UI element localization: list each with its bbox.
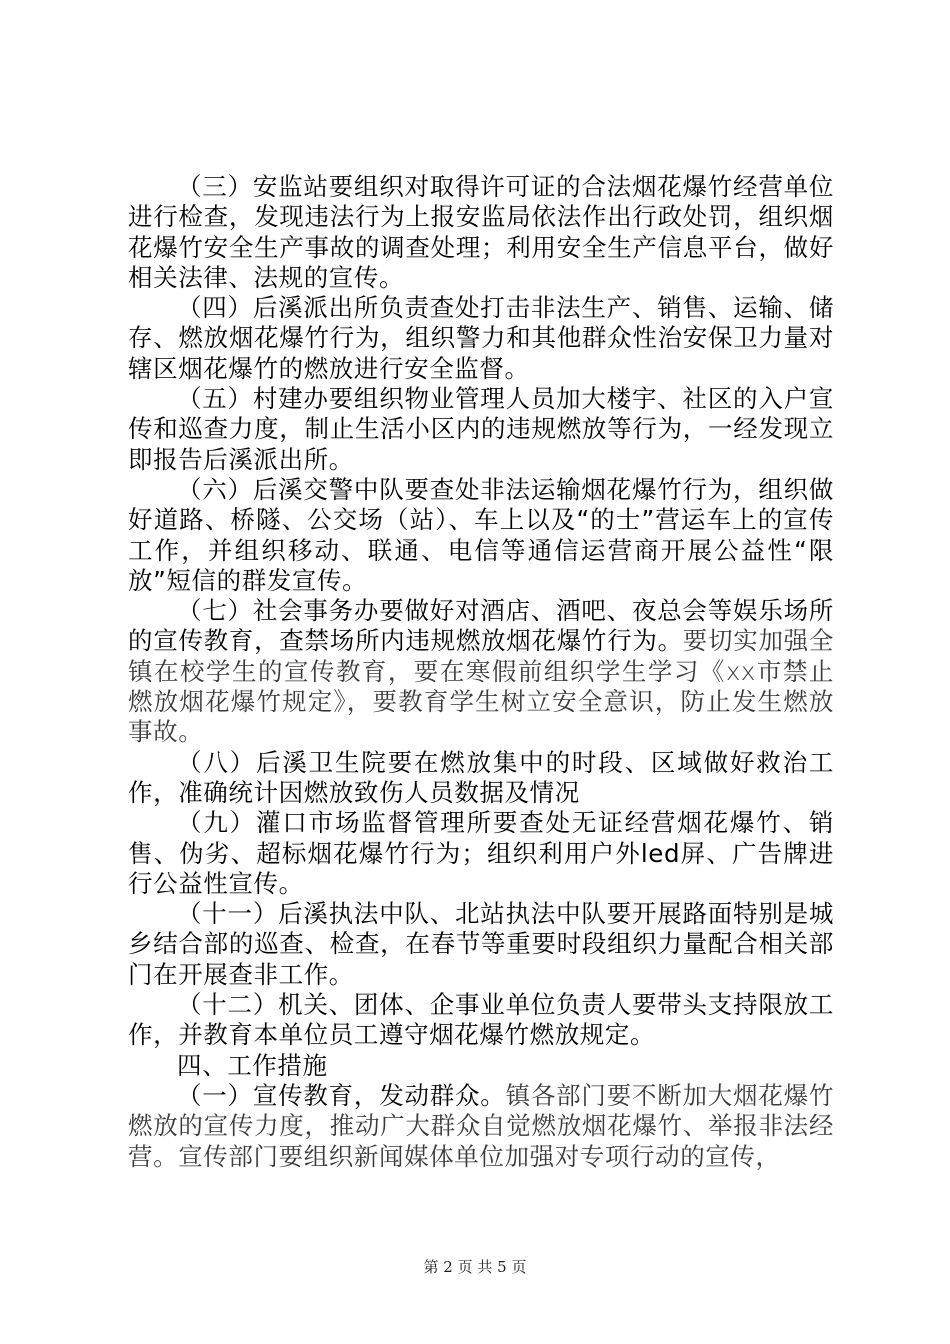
- paragraph-5-text: （五）村建办要组织物业管理人员加大楼宇、社区的入户宣传和巡查力度，制止生活小区内的违规燃放等行为，一经发现立即报告后溪派出所。: [128, 384, 834, 474]
- paragraph-9-text: （九）灌口市场监督管理所要查处无证经营烟花爆竹、销售、伪劣、超标烟花爆竹行为；组织利用户外led屏、广告牌进行公益性宣传。: [128, 808, 834, 898]
- paragraph-12-text: （十二）机关、团体、企事业单位负责人要带头支持限放工作，并教育本单位员工遵守烟花爆竹燃放规定。: [128, 990, 834, 1050]
- paragraph-12: [128, 990, 834, 1051]
- paragraph-4: [128, 293, 834, 384]
- paragraph-5: [128, 384, 834, 475]
- paragraph-11-text: （十一）后溪执法中队、北站执法中队要开展路面特别是城乡结合部的巡查、检查，在春节等重要时段组织力量配合相关部门在开展查非工作。: [128, 899, 834, 989]
- page-number-label: 第 2 页 共 5 页: [423, 1258, 527, 1276]
- page-footer: [0, 1256, 950, 1277]
- measure-1-paragraph: [128, 1081, 834, 1172]
- paragraph-7-text-light: 要切实加强全镇在校学生的宣传教育，要在寒假前组织学生学习《xx市禁止燃放烟花爆竹规定》，要教育学生树立安全意识，防止发生燃放事故。: [128, 626, 834, 747]
- measure-1-text-light: 镇各部门要不断加大烟花爆竹燃放的宣传力度，推动广大群众自觉燃放烟花爆竹、举报非法经营。宣传部门要组织新闻媒体单位加强对专项行动的宣传，: [128, 1080, 834, 1171]
- measure-1-text: （一）宣传教育，发动群众。: [177, 1080, 506, 1110]
- paragraph-4-text: （四）后溪派出所负责查处打击非法生产、销售、运输、储存、燃放烟花爆竹行为，组织警力和其他群众性治安保卫力量对辖区烟花爆竹的燃放进行安全监督。: [128, 293, 834, 383]
- paragraph-6-text: （六）后溪交警中队要查处非法运输烟花爆竹行为，组织做好道路、桥隧、公交场（站）、车上以及“的士”营运车上的宣传工作，并组织移动、联通、电信等通信运营商开展公益性“限放”短信的群发宣传。: [128, 474, 834, 595]
- paragraph-8-text: （八）后溪卫生院要在燃放集中的时段、区域做好救治工作，准确统计因燃放致伤人员数据及情况: [128, 747, 834, 807]
- paragraph-11: [128, 899, 834, 990]
- paragraph-6: [128, 475, 834, 596]
- paragraph-3-text: （三）安监站要组织对取得许可证的合法烟花爆竹经营单位进行检查，发现违法行为上报安监局依法作出行政处罚，组织烟花爆竹安全生产事故的调查处理；利用安全生产信息平台，做好相关法律、法规的宣传。: [128, 172, 834, 292]
- document-body: [128, 172, 834, 1172]
- paragraph-3: [128, 172, 834, 293]
- section-heading: 四、工作措施: [177, 1050, 328, 1080]
- paragraph-9: [128, 808, 834, 899]
- paragraph-7-text: （七）社会事务办要做好对酒店、酒吧、夜总会等娱乐场所的宣传教育，查禁场所内违规燃放烟花爆竹行为。: [128, 596, 834, 656]
- paragraph-8: [128, 748, 834, 809]
- paragraph-7: [128, 596, 834, 747]
